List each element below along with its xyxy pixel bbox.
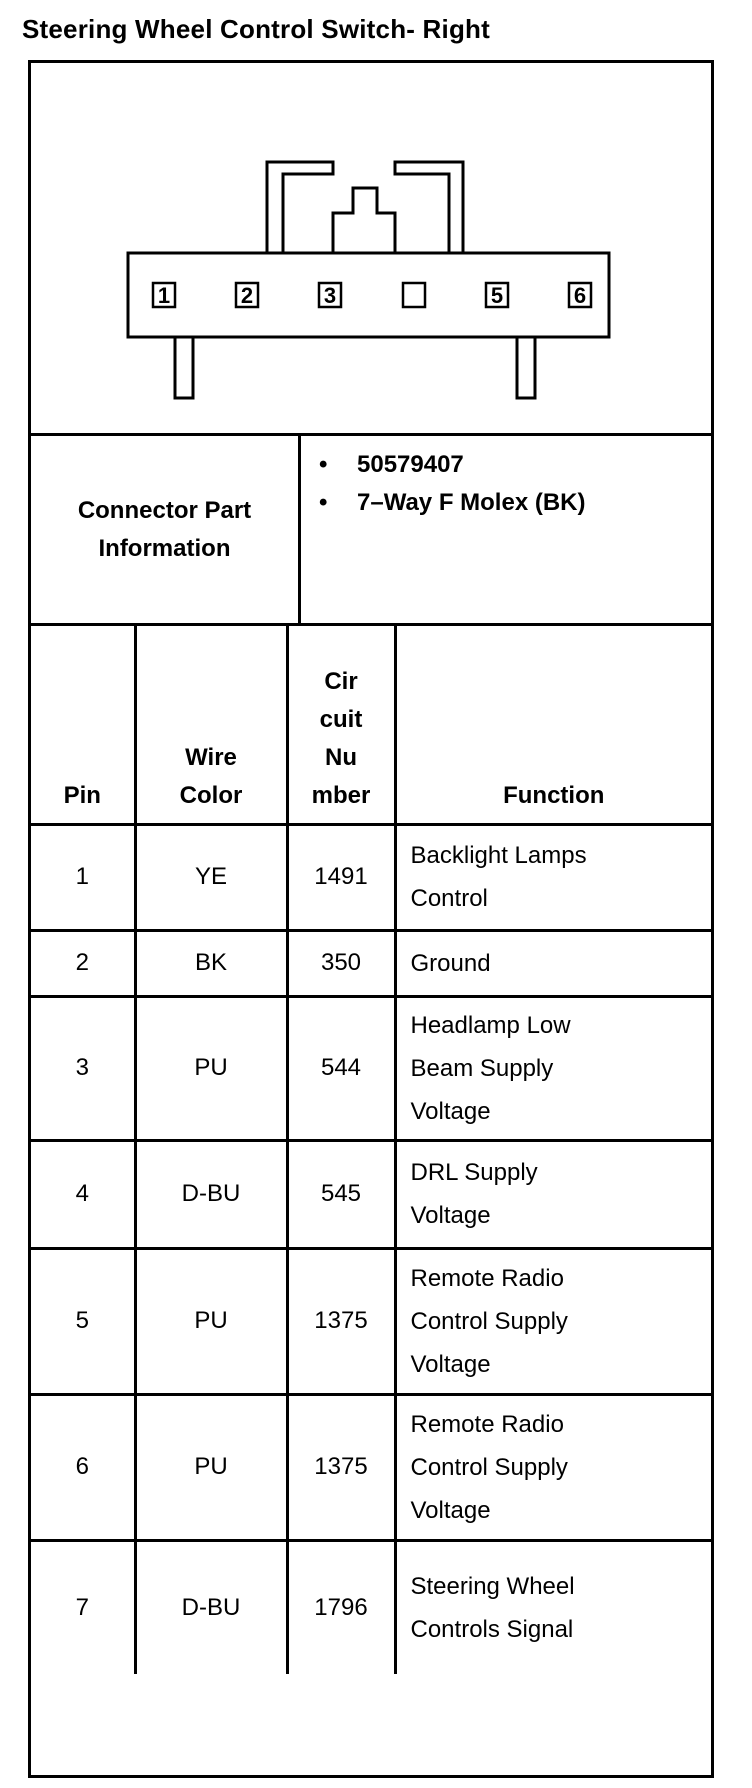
connector-body [128, 253, 609, 337]
wire-color-cell: BK [135, 930, 287, 996]
connector-sheet [28, 60, 714, 1778]
wire-color-cell: D-BU [135, 1540, 287, 1674]
connector-diagram [31, 63, 711, 436]
connector-type-item [301, 484, 711, 522]
connector-part-info-label [31, 436, 301, 623]
circuit-cell: 1375 [287, 1248, 395, 1394]
wire-color-cell: YE [135, 824, 287, 930]
pin-cell: 6 [31, 1394, 135, 1540]
function-cell: DRL Supply Voltage [395, 1140, 711, 1248]
function-cell: Backlight Lamps Control [395, 824, 711, 930]
circuit-cell: 350 [287, 930, 395, 996]
latch-left-outline [267, 162, 333, 253]
table-row [31, 1140, 711, 1248]
pin-label-1: 1 [157, 283, 171, 308]
connector-face-drawing [31, 63, 711, 433]
wire-color-cell: PU [135, 1394, 287, 1540]
part-number: 50579407 [357, 451, 464, 478]
pin-label-3: 3 [323, 283, 337, 308]
wire-color-cell: PU [135, 1248, 287, 1394]
connector-leg-left [175, 337, 193, 398]
wire-color-cell: D-BU [135, 1140, 287, 1248]
connector-type: 7–Way F Molex (BK) [357, 489, 586, 516]
table-row [31, 1248, 711, 1394]
function-cell: Ground [395, 930, 711, 996]
pin-cell: 1 [31, 824, 135, 930]
table-row [31, 824, 711, 930]
center-key-outline [333, 188, 395, 253]
page-title: Steering Wheel Control Switch- Right [22, 14, 490, 44]
header-function: Function [395, 626, 711, 824]
connector-part-info-row [31, 436, 711, 626]
function-cell: Headlamp Low Beam Supply Voltage [395, 996, 711, 1140]
header-pin: Pin [31, 626, 135, 824]
connector-leg-right [517, 337, 535, 398]
table-row [31, 996, 711, 1140]
part-number-item [301, 446, 711, 484]
function-cell: Steering Wheel Controls Signal [395, 1540, 711, 1674]
latch-right-outline [395, 162, 463, 253]
circuit-cell: 1375 [287, 1394, 395, 1540]
pin-cell: 2 [31, 930, 135, 996]
pin-label-5: 5 [490, 283, 504, 308]
wire-color-cell: PU [135, 996, 287, 1140]
pinout-table [31, 626, 711, 1674]
connector-part-info-values [301, 446, 711, 522]
table-row [31, 930, 711, 996]
table-header-row [31, 626, 711, 824]
bullet-icon: • [319, 489, 328, 516]
pin-label-6: 6 [573, 283, 587, 308]
header-wire-color: Wire Color [135, 626, 287, 824]
table-row [31, 1540, 711, 1674]
info-label-line2: Information [98, 534, 231, 562]
function-cell: Remote Radio Control Supply Voltage [395, 1248, 711, 1394]
pin-cavity-4 [403, 283, 425, 307]
circuit-cell: 1491 [287, 824, 395, 930]
pin-cell: 7 [31, 1540, 135, 1674]
circuit-cell: 544 [287, 996, 395, 1140]
table-row [31, 1394, 711, 1540]
header-circuit-number: Cir cuit Nu mber [287, 626, 395, 824]
circuit-cell: 545 [287, 1140, 395, 1248]
circuit-cell: 1796 [287, 1540, 395, 1674]
pin-cell: 5 [31, 1248, 135, 1394]
info-label-line1: Connector Part [77, 496, 252, 524]
pin-cell: 4 [31, 1140, 135, 1248]
function-cell: Remote Radio Control Supply Voltage [395, 1394, 711, 1540]
pin-cell: 3 [31, 996, 135, 1140]
pin-label-2: 2 [240, 283, 254, 308]
bullet-icon: • [319, 451, 328, 478]
